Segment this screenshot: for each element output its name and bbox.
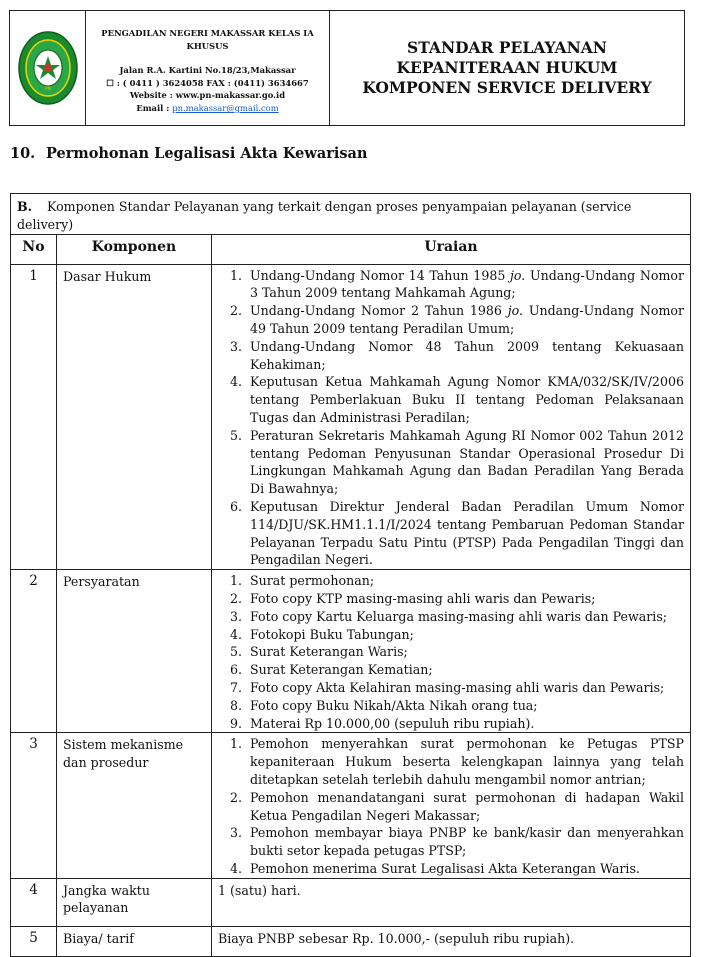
list-item: 2. Undang-Undang Nomor 2 Tahun 1986 jo. Undang-Undang Nomor 49 Tahun 2009 tentang Peradilan Umum;: [229, 303, 684, 336]
table-header-row: [11, 234, 691, 264]
service-standard-table: [10, 193, 691, 957]
list-item: 9. Materai Rp 10.000,00 (sepuluh ribu rupiah).: [229, 715, 535, 731]
section-title: Permohonan Legalisasi Akta Kewarisan: [46, 145, 368, 162]
phone-icon: ☐: [106, 77, 117, 88]
court-email: Email : pn.makassar@gmail.com: [136, 102, 279, 113]
row-number: 2: [11, 570, 57, 733]
list-item: 1. Undang-Undang Nomor 14 Tahun 1985 jo. Undang-Undang Nomor 3 Tahun 2009 tentang Mahkamah Agung;: [229, 267, 684, 301]
court-logo-cell: [10, 11, 86, 125]
row-uraian: Biaya PNBP sebesar Rp. 10.000,- (sepuluh ribu rupiah).: [212, 926, 691, 956]
list-item: 6. Surat Keterangan Kematian;: [229, 662, 433, 678]
court-phone: ☐ : ( 0411 ) 3624058 FAX : (0411) 3634667: [106, 77, 309, 88]
table-row: [11, 264, 691, 570]
list-item: 8. Foto copy Buku Nikah/Akta Nikah orang tua;: [229, 697, 538, 713]
title-line-2: KEPANITERAAN HUKUM: [396, 58, 618, 77]
table-row: [11, 733, 691, 878]
document-title: [330, 11, 684, 125]
list-item: 4. Keputusan Ketua Mahkamah Agung Nomor KMA/032/SK/IV/2006 tentang Pemberlakuan Buku II tentang Pedoman Pelaksanaan Tugas dan Administrasi Peradilan;: [229, 374, 684, 425]
row-uraian: 1 (satu) hari.: [212, 878, 691, 926]
list-item: 6. Keputusan Direktur Jenderal Badan Peradilan Umum Nomor 114/DJU/SK.HM1.1.1/I/2024 tentang Pembaruan Pedoman Standar Pelayanan Terpadu Satu Pintu (PTSP) Pada Pengadilan Tinggi dan Pengadilan Negeri.: [229, 498, 684, 568]
list-item: 5. Surat Keterangan Waris;: [229, 644, 408, 660]
list-item: 3. Pemohon membayar biaya PNBP ke bank/kasir dan menyerahkan bukti setor kepada petugas PTSP;: [229, 825, 684, 859]
section-heading: [10, 145, 367, 162]
court-website: Website : www.pn-makassar.go.id: [129, 90, 286, 101]
row-komponen: Biaya/ tarif: [57, 926, 212, 956]
header-uraian: Uraian: [212, 234, 691, 264]
section-number: 10.: [10, 145, 36, 162]
title-line-3: KOMPONEN SERVICE DELIVERY: [362, 78, 652, 97]
header-no: No: [11, 234, 57, 264]
court-name: PENGADILAN NEGERI MAKASSAR KELAS IA KHUSUS: [101, 28, 314, 51]
row-komponen: Sistem mekanisme dan prosedur: [57, 733, 212, 878]
list-item: 4. Fotokopi Buku Tabungan;: [229, 626, 414, 642]
row-komponen: Persyaratan: [57, 570, 212, 733]
list-item: 1. Surat permohonan;: [229, 573, 375, 589]
row-number: 5: [11, 926, 57, 956]
header-komponen: Komponen: [57, 234, 212, 264]
row-uraian: [212, 264, 691, 570]
part-title: Komponen Standar Pelayanan yang terkait dengan proses penyampaian pelayanan (service delivery): [17, 199, 632, 232]
court-contact-info: [86, 11, 330, 125]
list-item: 1. Pemohon menyerahkan surat permohonan ke Petugas PTSP kepaniteraan Hukum beserta kelengkapan lainnya yang telah ditetapkan setelah terlebih dahulu mengambil nomor antrian;: [229, 736, 684, 787]
email-link[interactable]: pn.makassar@gmail.com: [172, 102, 279, 113]
svg-text:PN: PN: [44, 86, 51, 91]
row-number: 1: [11, 264, 57, 570]
row-number: 3: [11, 733, 57, 878]
table-row: [11, 878, 691, 926]
row-uraian: [212, 733, 691, 878]
list-item: 3. Undang-Undang Nomor 48 Tahun 2009 tentang Kekuasaan Kehakiman;: [229, 338, 684, 372]
list-item: 2. Foto copy KTP masing-masing ahli waris dan Pewaris;: [229, 590, 596, 606]
document-header: [9, 10, 685, 126]
court-address: Jalan R.A. Kartini No.18/23,Makassar: [119, 65, 296, 76]
table-row: [11, 926, 691, 956]
list-item: 7. Foto copy Akta Kelahiran masing-masing ahli waris dan Pewaris;: [229, 679, 665, 695]
row-uraian: [212, 570, 691, 733]
court-emblem-icon: [17, 30, 79, 106]
list-item: 2. Pemohon menandatangani surat permohonan di hadapan Wakil Ketua Pengadilan Negeri Makassar;: [229, 789, 684, 823]
list-item: 3. Foto copy Kartu Keluarga masing-masing ahli waris dan Pewaris;: [229, 608, 668, 624]
table-part-row: [11, 194, 691, 235]
row-komponen: Jangka waktu pelayanan: [57, 878, 212, 926]
table-row: [11, 570, 691, 733]
row-komponen: Dasar Hukum: [57, 264, 212, 570]
title-line-1: STANDAR PELAYANAN: [407, 38, 607, 57]
list-item: 5. Peraturan Sekretaris Mahkamah Agung RI Nomor 002 Tahun 2012 tentang Pedoman Penyusunan Standar Operasional Prosedur Di Lingkungan Mahkamah Agung dan Badan Peradilan Yang Berada Di Bawahnya;: [229, 427, 684, 497]
part-label: B.: [17, 199, 33, 214]
list-item: 4. Pemohon menerima Surat Legalisasi Akta Keterangan Waris.: [229, 860, 640, 876]
row-number: 4: [11, 878, 57, 926]
